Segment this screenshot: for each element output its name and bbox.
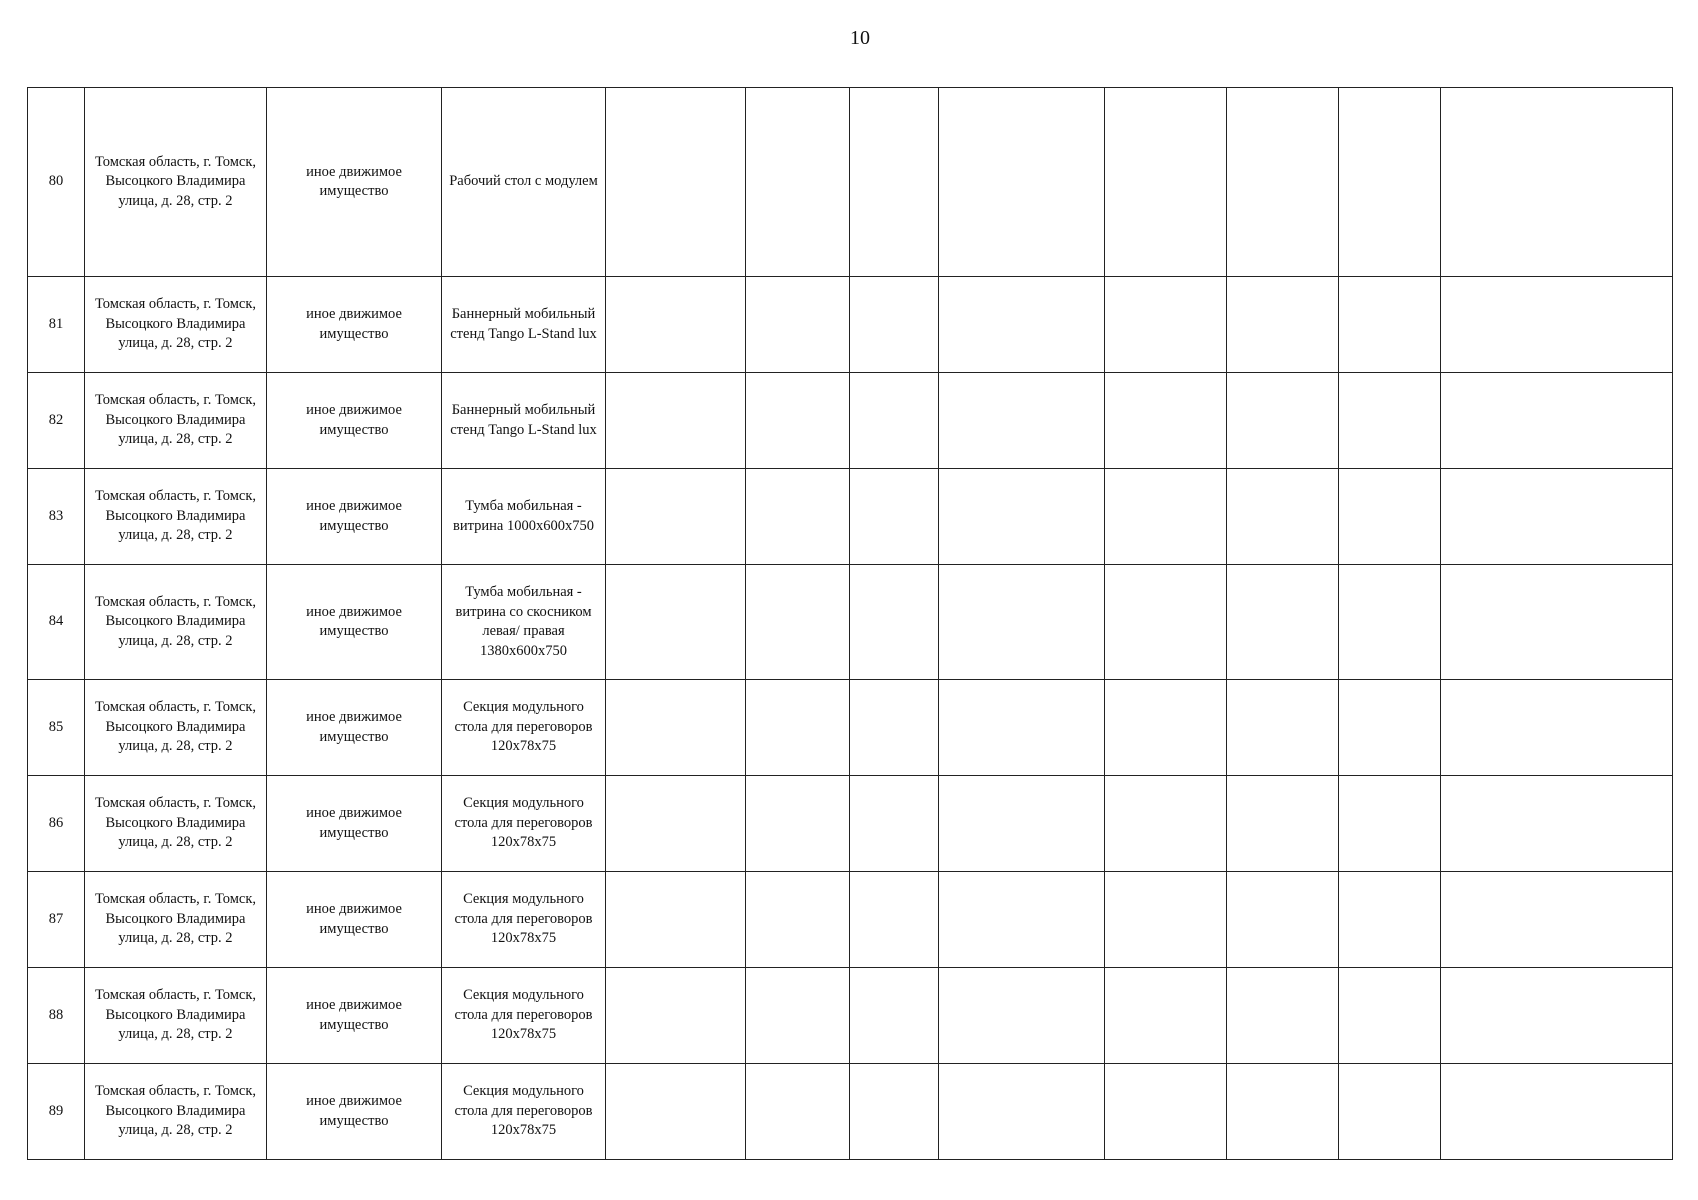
- address-cell: Томская область, г. Томск, Высоцкого Владимира улица, д. 28, стр. 2: [85, 776, 267, 872]
- empty-cell: [850, 469, 939, 565]
- property-name-cell: Баннерный мобильный стенд Tango L-Stand lux: [442, 373, 606, 469]
- empty-cell: [1339, 277, 1441, 373]
- empty-cell: [1339, 469, 1441, 565]
- empty-cell: [1105, 1064, 1227, 1160]
- property-registry-table: [27, 87, 1673, 1160]
- property-name-cell: Тумба мобильная - витрина 1000х600х750: [442, 469, 606, 565]
- empty-cell: [1227, 1064, 1339, 1160]
- empty-cell: [1441, 1064, 1673, 1160]
- empty-cell: [606, 1064, 746, 1160]
- empty-cell: [1105, 565, 1227, 680]
- empty-cell: [939, 565, 1105, 680]
- empty-cell: [939, 680, 1105, 776]
- empty-cell: [746, 565, 850, 680]
- empty-cell: [746, 680, 850, 776]
- address-cell: Томская область, г. Томск, Высоцкого Владимира улица, д. 28, стр. 2: [85, 88, 267, 277]
- property-name-cell: Секция модульного стола для переговоров 120х78х75: [442, 1064, 606, 1160]
- empty-cell: [850, 968, 939, 1064]
- empty-cell: [1441, 277, 1673, 373]
- row-number-cell: 81: [28, 277, 85, 373]
- empty-cell: [606, 277, 746, 373]
- property-name-cell: Секция модульного стола для переговоров 120х78х75: [442, 968, 606, 1064]
- property-type-cell: иное движимое имущество: [267, 872, 442, 968]
- empty-cell: [606, 373, 746, 469]
- empty-cell: [939, 1064, 1105, 1160]
- empty-cell: [606, 88, 746, 277]
- empty-cell: [606, 872, 746, 968]
- empty-cell: [939, 88, 1105, 277]
- property-type-cell: иное движимое имущество: [267, 277, 442, 373]
- empty-cell: [1105, 872, 1227, 968]
- property-type-cell: иное движимое имущество: [267, 88, 442, 277]
- empty-cell: [1105, 680, 1227, 776]
- table-row: [28, 277, 1673, 373]
- empty-cell: [746, 277, 850, 373]
- property-name-cell: Тумба мобильная - витрина со скосником левая/ правая 1380х600х750: [442, 565, 606, 680]
- empty-cell: [606, 680, 746, 776]
- empty-cell: [1441, 88, 1673, 277]
- empty-cell: [1227, 373, 1339, 469]
- empty-cell: [1441, 469, 1673, 565]
- empty-cell: [939, 872, 1105, 968]
- empty-cell: [746, 88, 850, 277]
- address-cell: Томская область, г. Томск, Высоцкого Владимира улица, д. 28, стр. 2: [85, 277, 267, 373]
- empty-cell: [1441, 872, 1673, 968]
- row-number-cell: 83: [28, 469, 85, 565]
- row-number-cell: 82: [28, 373, 85, 469]
- empty-cell: [1227, 872, 1339, 968]
- empty-cell: [746, 776, 850, 872]
- address-cell: Томская область, г. Томск, Высоцкого Владимира улица, д. 28, стр. 2: [85, 872, 267, 968]
- property-name-cell: Рабочий стол с модулем: [442, 88, 606, 277]
- empty-cell: [1441, 968, 1673, 1064]
- address-cell: Томская область, г. Томск, Высоцкого Владимира улица, д. 28, стр. 2: [85, 680, 267, 776]
- empty-cell: [1339, 872, 1441, 968]
- table-row: [28, 373, 1673, 469]
- table-row: [28, 1064, 1673, 1160]
- empty-cell: [606, 968, 746, 1064]
- address-cell: Томская область, г. Томск, Высоцкого Владимира улица, д. 28, стр. 2: [85, 469, 267, 565]
- table-row: [28, 469, 1673, 565]
- empty-cell: [850, 776, 939, 872]
- empty-cell: [939, 373, 1105, 469]
- table-row: [28, 776, 1673, 872]
- empty-cell: [606, 565, 746, 680]
- empty-cell: [1339, 776, 1441, 872]
- empty-cell: [1227, 277, 1339, 373]
- empty-cell: [746, 872, 850, 968]
- empty-cell: [1227, 565, 1339, 680]
- address-cell: Томская область, г. Томск, Высоцкого Владимира улица, д. 28, стр. 2: [85, 565, 267, 680]
- empty-cell: [939, 968, 1105, 1064]
- empty-cell: [1105, 968, 1227, 1064]
- empty-cell: [1339, 1064, 1441, 1160]
- empty-cell: [1227, 968, 1339, 1064]
- empty-cell: [1105, 88, 1227, 277]
- empty-cell: [850, 277, 939, 373]
- empty-cell: [746, 1064, 850, 1160]
- property-name-cell: Секция модульного стола для переговоров 120х78х75: [442, 776, 606, 872]
- empty-cell: [1339, 680, 1441, 776]
- address-cell: Томская область, г. Томск, Высоцкого Владимира улица, д. 28, стр. 2: [85, 1064, 267, 1160]
- row-number-cell: 80: [28, 88, 85, 277]
- empty-cell: [939, 277, 1105, 373]
- empty-cell: [746, 968, 850, 1064]
- property-type-cell: иное движимое имущество: [267, 776, 442, 872]
- table-row: [28, 968, 1673, 1064]
- empty-cell: [746, 373, 850, 469]
- empty-cell: [850, 373, 939, 469]
- property-type-cell: иное движимое имущество: [267, 968, 442, 1064]
- row-number-cell: 84: [28, 565, 85, 680]
- empty-cell: [850, 680, 939, 776]
- empty-cell: [746, 469, 850, 565]
- empty-cell: [1105, 373, 1227, 469]
- empty-cell: [1441, 680, 1673, 776]
- empty-cell: [1227, 469, 1339, 565]
- row-number-cell: 87: [28, 872, 85, 968]
- empty-cell: [1441, 776, 1673, 872]
- row-number-cell: 86: [28, 776, 85, 872]
- row-number-cell: 89: [28, 1064, 85, 1160]
- table-row: [28, 565, 1673, 680]
- property-name-cell: Секция модульного стола для переговоров 120х78х75: [442, 680, 606, 776]
- empty-cell: [1227, 776, 1339, 872]
- property-type-cell: иное движимое имущество: [267, 565, 442, 680]
- empty-cell: [1227, 680, 1339, 776]
- table-row: [28, 88, 1673, 277]
- empty-cell: [1339, 373, 1441, 469]
- empty-cell: [1105, 469, 1227, 565]
- property-type-cell: иное движимое имущество: [267, 373, 442, 469]
- row-number-cell: 88: [28, 968, 85, 1064]
- empty-cell: [939, 776, 1105, 872]
- empty-cell: [606, 776, 746, 872]
- empty-cell: [1105, 776, 1227, 872]
- property-type-cell: иное движимое имущество: [267, 1064, 442, 1160]
- address-cell: Томская область, г. Томск, Высоцкого Владимира улица, д. 28, стр. 2: [85, 373, 267, 469]
- empty-cell: [1339, 968, 1441, 1064]
- empty-cell: [850, 872, 939, 968]
- table-row: [28, 680, 1673, 776]
- empty-cell: [1105, 277, 1227, 373]
- empty-cell: [606, 469, 746, 565]
- empty-cell: [850, 1064, 939, 1160]
- empty-cell: [850, 88, 939, 277]
- property-name-cell: Баннерный мобильный стенд Tango L-Stand lux: [442, 277, 606, 373]
- empty-cell: [939, 469, 1105, 565]
- empty-cell: [850, 565, 939, 680]
- property-type-cell: иное движимое имущество: [267, 469, 442, 565]
- address-cell: Томская область, г. Томск, Высоцкого Владимира улица, д. 28, стр. 2: [85, 968, 267, 1064]
- empty-cell: [1227, 88, 1339, 277]
- table-body: [28, 88, 1673, 1160]
- table-row: [28, 872, 1673, 968]
- empty-cell: [1441, 565, 1673, 680]
- empty-cell: [1441, 373, 1673, 469]
- empty-cell: [1339, 565, 1441, 680]
- empty-cell: [1339, 88, 1441, 277]
- property-type-cell: иное движимое имущество: [267, 680, 442, 776]
- property-name-cell: Секция модульного стола для переговоров 120х78х75: [442, 872, 606, 968]
- page-number: 10: [850, 27, 870, 49]
- row-number-cell: 85: [28, 680, 85, 776]
